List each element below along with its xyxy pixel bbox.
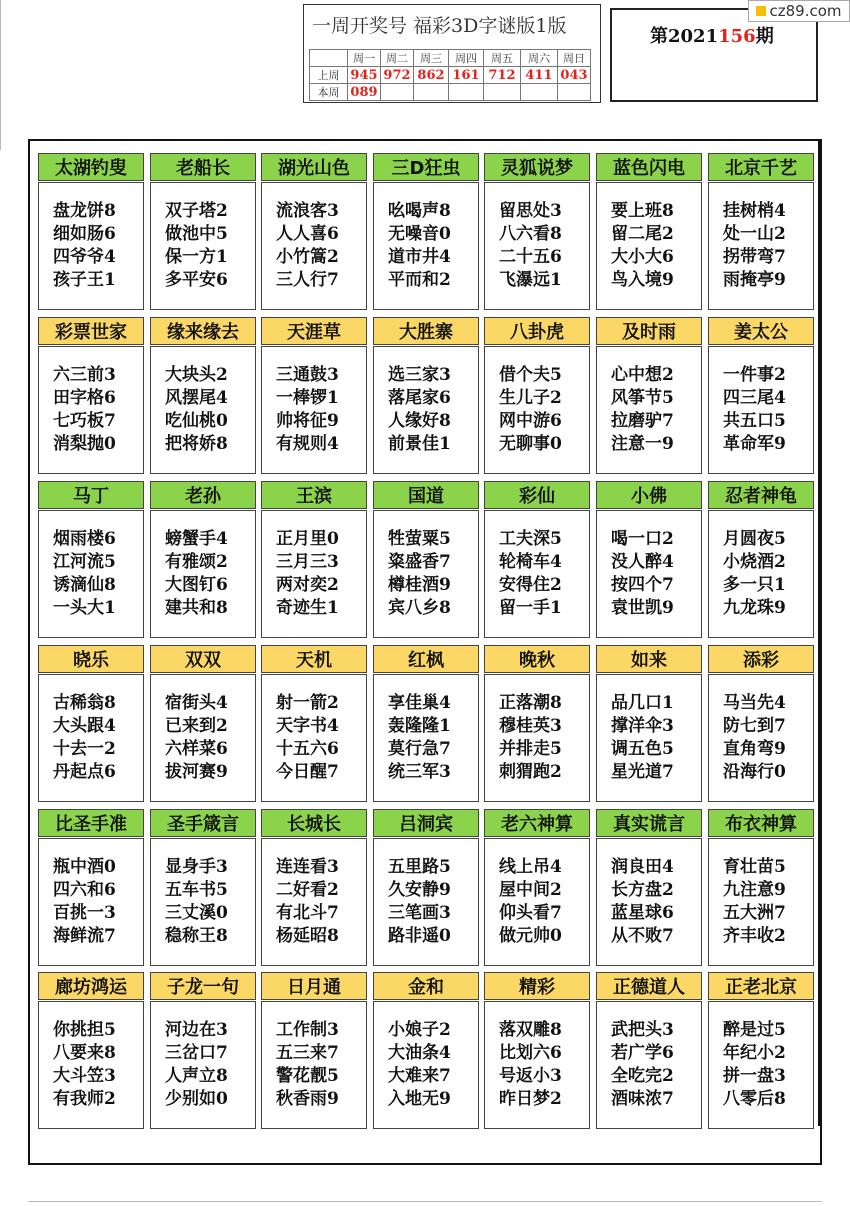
result-cell [381,84,414,101]
puzzle-clue: 拼一盘3 [723,1066,786,1086]
puzzle-clue: 直角弯9 [723,739,786,759]
puzzle-clue: 奇迹生1 [276,598,339,618]
page-edge-line [0,0,1,150]
author-header: 真实谎言 [596,809,702,837]
puzzle-clue: 轮椅车4 [499,552,562,572]
puzzle-clue: 享佳巢4 [388,693,451,713]
result-cell: 043 [558,67,591,84]
result-cell: 161 [449,67,484,84]
puzzle-clue: 路非遥0 [388,926,451,946]
puzzle-clue: 月圆夜5 [723,529,786,549]
puzzle-clue: 五里路5 [388,857,451,877]
puzzle-clue: 安得住2 [499,575,562,595]
period-suffix: 期 [755,26,774,47]
author-header: 晚秋 [484,645,590,673]
puzzle-clue: 前景佳1 [388,434,451,454]
puzzle-box [150,510,256,638]
author-header: 马丁 [38,481,144,509]
puzzle-box [38,1001,144,1129]
author-header: 国道 [373,481,479,509]
weekly-results-grid [309,49,591,101]
puzzle-box [373,1001,479,1129]
puzzle-clue: 田字格6 [53,388,116,408]
puzzle-clue: 穆桂英3 [499,716,562,736]
puzzle-clue: 细如肠6 [53,224,116,244]
puzzle-clue: 三岔口7 [165,1043,228,1063]
result-cell: 089 [348,84,381,101]
puzzle-clue: 瓶中酒0 [53,857,116,877]
puzzle-clue: 落双雕8 [499,1020,562,1040]
period-prefix: 第2021 [650,26,719,47]
result-cell: 411 [521,67,558,84]
puzzle-clue: 流浪客3 [276,201,339,221]
puzzle-clue: 工作制3 [276,1020,339,1040]
author-header: 廊坊鸿运 [38,972,144,1000]
puzzle-clue: 心中想2 [611,365,674,385]
puzzle-clue: 育壮苗5 [723,857,786,877]
puzzle-box [484,674,590,802]
puzzle-clue: 一棒锣1 [276,388,339,408]
puzzle-clue: 革命军9 [723,434,786,454]
puzzle-clue: 吃仙桃0 [165,411,228,431]
puzzle-box [708,510,814,638]
author-header: 老六神算 [484,809,590,837]
author-header: 红枫 [373,645,479,673]
puzzle-box [261,510,367,638]
puzzle-clue: 有规则4 [276,434,339,454]
author-header: 三D狂虫 [373,153,479,181]
puzzle-clue: 二十五6 [499,247,562,267]
puzzle-clue: 处一山2 [723,224,786,244]
puzzle-box [261,1001,367,1129]
puzzle-clue: 挂树梢4 [723,201,786,221]
author-header: 子龙一句 [150,972,256,1000]
puzzle-box [150,838,256,966]
puzzle-clue: 号返小3 [499,1066,562,1086]
puzzle-clue: 杨延昭8 [276,926,339,946]
puzzle-clue: 没人醉4 [611,552,674,572]
puzzle-clue: 沿海行0 [723,762,786,782]
puzzle-clue: 喝一口2 [611,529,674,549]
puzzle-clue: 少别如0 [165,1089,228,1109]
day-cell: 周四 [449,50,484,67]
result-cell: 862 [414,67,449,84]
puzzle-clue: 三通鼓3 [276,365,339,385]
puzzle-clue: 仰头看7 [499,903,562,923]
puzzle-clue: 久安静9 [388,880,451,900]
puzzle-clue: 星光道7 [611,762,674,782]
puzzle-clue: 品几口1 [611,693,674,713]
puzzle-box [373,510,479,638]
puzzle-box [38,510,144,638]
puzzle-clue: 螃蟹手4 [165,529,228,549]
result-cell [414,84,449,101]
puzzle-clue: 留一手1 [499,598,562,618]
puzzle-clue: 吆喝声8 [388,201,451,221]
puzzle-box [596,674,702,802]
puzzle-clue: 工夫深5 [499,529,562,549]
days-row [310,50,591,67]
puzzle-box [261,838,367,966]
weekly-results-table [303,4,601,103]
puzzle-clue: 八零后8 [723,1089,786,1109]
puzzle-clue: 落尾家6 [388,388,451,408]
puzzle-clue: 小娘子2 [388,1020,451,1040]
author-header: 蓝色闪电 [596,153,702,181]
puzzle-clue: 大头跟4 [53,716,116,736]
puzzle-clue: 做元帅0 [499,926,562,946]
author-header: 晓乐 [38,645,144,673]
puzzle-clue: 帅将征9 [276,411,339,431]
puzzle-clue: 人人喜6 [276,224,339,244]
puzzle-clue: 选三家3 [388,365,451,385]
puzzle-clue: 三人行7 [276,270,339,290]
puzzle-box [596,838,702,966]
puzzle-clue: 小烧酒2 [723,552,786,572]
puzzle-clue: 今日醒7 [276,762,339,782]
puzzle-clue: 借个夫5 [499,365,562,385]
puzzle-clue: 小竹篙2 [276,247,339,267]
puzzle-clue: 三丈溪0 [165,903,228,923]
puzzle-clue: 从不败7 [611,926,674,946]
author-header: 太湖钓叟 [38,153,144,181]
puzzle-clue: 袁世凯9 [611,598,674,618]
puzzle-clue: 九龙珠9 [723,598,786,618]
puzzle-clue: 刺猬跑2 [499,762,562,782]
author-header: 吕洞宾 [373,809,479,837]
site-logo[interactable] [748,0,850,22]
puzzle-clue: 两对奕2 [276,575,339,595]
bottom-rule [28,1201,822,1202]
puzzle-clue: 已来到2 [165,716,228,736]
puzzle-box [708,674,814,802]
puzzle-clue: 孩子王1 [53,270,116,290]
puzzle-clue: 粢盛香7 [388,552,451,572]
this-week-row [310,84,591,101]
author-header: 长城长 [261,809,367,837]
result-cell [558,84,591,101]
author-header: 天机 [261,645,367,673]
puzzle-clue: 六样菜6 [165,739,228,759]
puzzle-clue: 显身手3 [165,857,228,877]
puzzle-clue: 十五六6 [276,739,339,759]
puzzle-clue: 正月里0 [276,529,339,549]
puzzle-clue: 古稀翁8 [53,693,116,713]
puzzle-clue: 网中游6 [499,411,562,431]
puzzle-box [596,1001,702,1129]
author-header: 布衣神算 [708,809,814,837]
puzzle-box [484,1001,590,1129]
puzzle-clue: 注意一9 [611,434,674,454]
author-header: 如来 [596,645,702,673]
this-week-label: 本周 [310,84,348,101]
puzzle-clue: 年纪小2 [723,1043,786,1063]
puzzle-clue: 做池中5 [165,224,228,244]
puzzle-clue: 大块头2 [165,365,228,385]
puzzle-clue: 共五口5 [723,411,786,431]
author-header: 精彩 [484,972,590,1000]
corner-cell [310,50,348,67]
puzzle-clue: 连连看3 [276,857,339,877]
day-cell: 周日 [558,50,591,67]
author-header: 比圣手准 [38,809,144,837]
puzzle-clue: 撑洋伞3 [611,716,674,736]
result-cell: 972 [381,67,414,84]
puzzle-clue: 七巧板7 [53,411,116,431]
puzzle-box [484,510,590,638]
puzzle-clue: 拔河赛9 [165,762,228,782]
puzzle-box [596,182,702,310]
author-header: 八卦虎 [484,317,590,345]
puzzle-box [373,838,479,966]
puzzle-box [38,838,144,966]
day-cell: 周二 [381,50,414,67]
puzzle-clue: 百挑一3 [53,903,116,923]
puzzle-clue: 有北斗7 [276,903,339,923]
puzzle-clue: 有我师2 [53,1089,116,1109]
puzzle-clue: 二好看2 [276,880,339,900]
puzzle-clue: 蓝星球6 [611,903,674,923]
author-header: 老船长 [150,153,256,181]
author-header: 缘来缘去 [150,317,256,345]
puzzle-clue: 河边在3 [165,1020,228,1040]
puzzle-clue: 昨日梦2 [499,1089,562,1109]
puzzle-clue: 大油条4 [388,1043,451,1063]
puzzle-clue: 武把头3 [611,1020,674,1040]
puzzle-clue: 多一只1 [723,575,786,595]
puzzle-clue: 江河流5 [53,552,116,572]
puzzle-box [38,182,144,310]
result-cell [484,84,521,101]
period-box [610,8,818,102]
puzzle-clue: 统三军3 [388,762,451,782]
puzzle-clue: 人缘好8 [388,411,451,431]
day-cell: 周五 [484,50,521,67]
author-header: 双双 [150,645,256,673]
puzzle-clue: 长方盘2 [611,880,674,900]
puzzle-clue: 三笔画3 [388,903,451,923]
puzzle-clue: 四六和6 [53,880,116,900]
puzzle-clue: 多平安6 [165,270,228,290]
author-header: 添彩 [708,645,814,673]
puzzle-clue: 五车书5 [165,880,228,900]
last-week-row [310,67,591,84]
author-header: 小佛 [596,481,702,509]
puzzle-box [150,1001,256,1129]
puzzle-clue: 五大洲7 [723,903,786,923]
puzzle-box [261,346,367,474]
period-number: 156 [718,26,756,47]
puzzle-clue: 天字书4 [276,716,339,736]
puzzle-box [261,182,367,310]
puzzle-clue: 拐带弯7 [723,247,786,267]
puzzle-clue: 稳称王8 [165,926,228,946]
puzzle-clue: 并排走5 [499,739,562,759]
puzzle-clue: 人声立8 [165,1066,228,1086]
puzzle-clue: 轰隆隆1 [388,716,451,736]
puzzle-box [596,510,702,638]
puzzle-clue: 丹起点6 [53,762,116,782]
puzzle-clue: 防七到7 [723,716,786,736]
puzzle-box [373,346,479,474]
puzzle-clue: 调五色5 [611,739,674,759]
puzzle-clue: 一件事2 [723,365,786,385]
puzzle-clue: 消梨抛0 [53,434,116,454]
author-header: 日月通 [261,972,367,1000]
puzzle-clue: 四爷爷4 [53,247,116,267]
puzzle-clue: 八六看8 [499,224,562,244]
frame-right-border [818,139,822,1126]
puzzle-clue: 比划六6 [499,1043,562,1063]
puzzle-clue: 警花靓5 [276,1066,339,1086]
puzzle-clue: 八要来8 [53,1043,116,1063]
author-header: 圣手箴言 [150,809,256,837]
puzzle-clue: 双子塔2 [165,201,228,221]
puzzle-clue: 屋中间2 [499,880,562,900]
puzzle-box [484,346,590,474]
puzzle-clue: 你挑担5 [53,1020,116,1040]
author-header: 姜太公 [708,317,814,345]
puzzle-clue: 海鲜流7 [53,926,116,946]
puzzle-box [38,346,144,474]
day-cell: 周六 [521,50,558,67]
author-header: 及时雨 [596,317,702,345]
puzzle-clue: 齐丰收2 [723,926,786,946]
puzzle-box [150,346,256,474]
puzzle-clue: 四三尾4 [723,388,786,408]
puzzle-clue: 道市井4 [388,247,451,267]
day-cell: 周一 [348,50,381,67]
puzzle-box [373,182,479,310]
puzzle-clue: 把将娇8 [165,434,228,454]
puzzle-clue: 诱滴仙8 [53,575,116,595]
puzzle-clue: 拉磨驴7 [611,411,674,431]
author-header: 大胜寨 [373,317,479,345]
puzzle-clue: 三月三3 [276,552,339,572]
puzzle-clue: 建共和8 [165,598,228,618]
puzzle-box [484,838,590,966]
result-cell [449,84,484,101]
puzzle-clue: 生儿子2 [499,388,562,408]
author-header: 天涯草 [261,317,367,345]
puzzle-box [373,674,479,802]
puzzle-clue: 润良田4 [611,857,674,877]
puzzle-clue: 雨掩亭9 [723,270,786,290]
puzzle-clue: 盘龙饼8 [53,201,116,221]
result-cell: 712 [484,67,521,84]
puzzle-clue: 平而和2 [388,270,451,290]
author-header: 彩仙 [484,481,590,509]
puzzle-clue: 射一箭2 [276,693,339,713]
author-header: 王滨 [261,481,367,509]
weekly-results-title: 一周开奖号 福彩3D字谜版1版 [312,15,567,37]
puzzle-clue: 入地无9 [388,1089,451,1109]
puzzle-box [38,674,144,802]
puzzle-clue: 大难来7 [388,1066,451,1086]
puzzle-clue: 宿街头4 [165,693,228,713]
puzzle-clue: 醉是过5 [723,1020,786,1040]
puzzle-box [708,838,814,966]
puzzle-clue: 正落潮8 [499,693,562,713]
puzzle-clue: 保一方1 [165,247,228,267]
puzzle-clue: 大图钉6 [165,575,228,595]
author-header: 湖光山色 [261,153,367,181]
puzzle-box [484,182,590,310]
puzzle-box [708,182,814,310]
puzzle-clue: 六三前3 [53,365,116,385]
puzzle-clue: 十去一2 [53,739,116,759]
puzzle-clue: 酒味浓7 [611,1089,674,1109]
puzzle-box [708,1001,814,1129]
puzzle-clue: 大斗笠3 [53,1066,116,1086]
puzzle-clue: 按四个7 [611,575,674,595]
puzzle-clue: 宾八乡8 [388,598,451,618]
puzzle-clue: 一头大1 [53,598,116,618]
puzzle-clue: 无噪音0 [388,224,451,244]
puzzle-box [596,346,702,474]
puzzle-clue: 留思处3 [499,201,562,221]
puzzle-clue: 樽桂酒9 [388,575,451,595]
puzzle-clue: 无聊事0 [499,434,562,454]
logo-square-icon [756,6,766,16]
author-header: 正老北京 [708,972,814,1000]
result-cell: 945 [348,67,381,84]
puzzle-clue: 九注意9 [723,880,786,900]
puzzle-clue: 大小大6 [611,247,674,267]
puzzle-box [150,182,256,310]
author-header: 金和 [373,972,479,1000]
author-header: 老孙 [150,481,256,509]
puzzle-clue: 要上班8 [611,201,674,221]
author-header: 正德道人 [596,972,702,1000]
puzzle-clue: 风筝节5 [611,388,674,408]
puzzle-clue: 烟雨楼6 [53,529,116,549]
puzzle-box [150,674,256,802]
last-week-label: 上周 [310,67,348,84]
puzzle-box [261,674,367,802]
logo-text: cz89.com [769,2,842,20]
puzzle-clue: 秋香雨9 [276,1089,339,1109]
puzzle-clue: 牲萤粟5 [388,529,451,549]
author-header: 灵狐说梦 [484,153,590,181]
puzzle-clue: 有雅颂2 [165,552,228,572]
result-cell [521,84,558,101]
puzzle-clue: 马当先4 [723,693,786,713]
puzzle-clue: 全吃完2 [611,1066,674,1086]
puzzle-clue: 留二尾2 [611,224,674,244]
author-header: 忍者神龟 [708,481,814,509]
puzzle-clue: 莫行急7 [388,739,451,759]
period-label [650,22,774,48]
puzzle-clue: 若广学6 [611,1043,674,1063]
puzzle-clue: 风摆尾4 [165,388,228,408]
puzzle-clue: 五三来7 [276,1043,339,1063]
puzzle-clue: 飞瀑远1 [499,270,562,290]
puzzle-clue: 线上吊4 [499,857,562,877]
puzzle-box [708,346,814,474]
author-header: 彩票世家 [38,317,144,345]
day-cell: 周三 [414,50,449,67]
author-header: 北京千艺 [708,153,814,181]
puzzle-clue: 鸟入境9 [611,270,674,290]
